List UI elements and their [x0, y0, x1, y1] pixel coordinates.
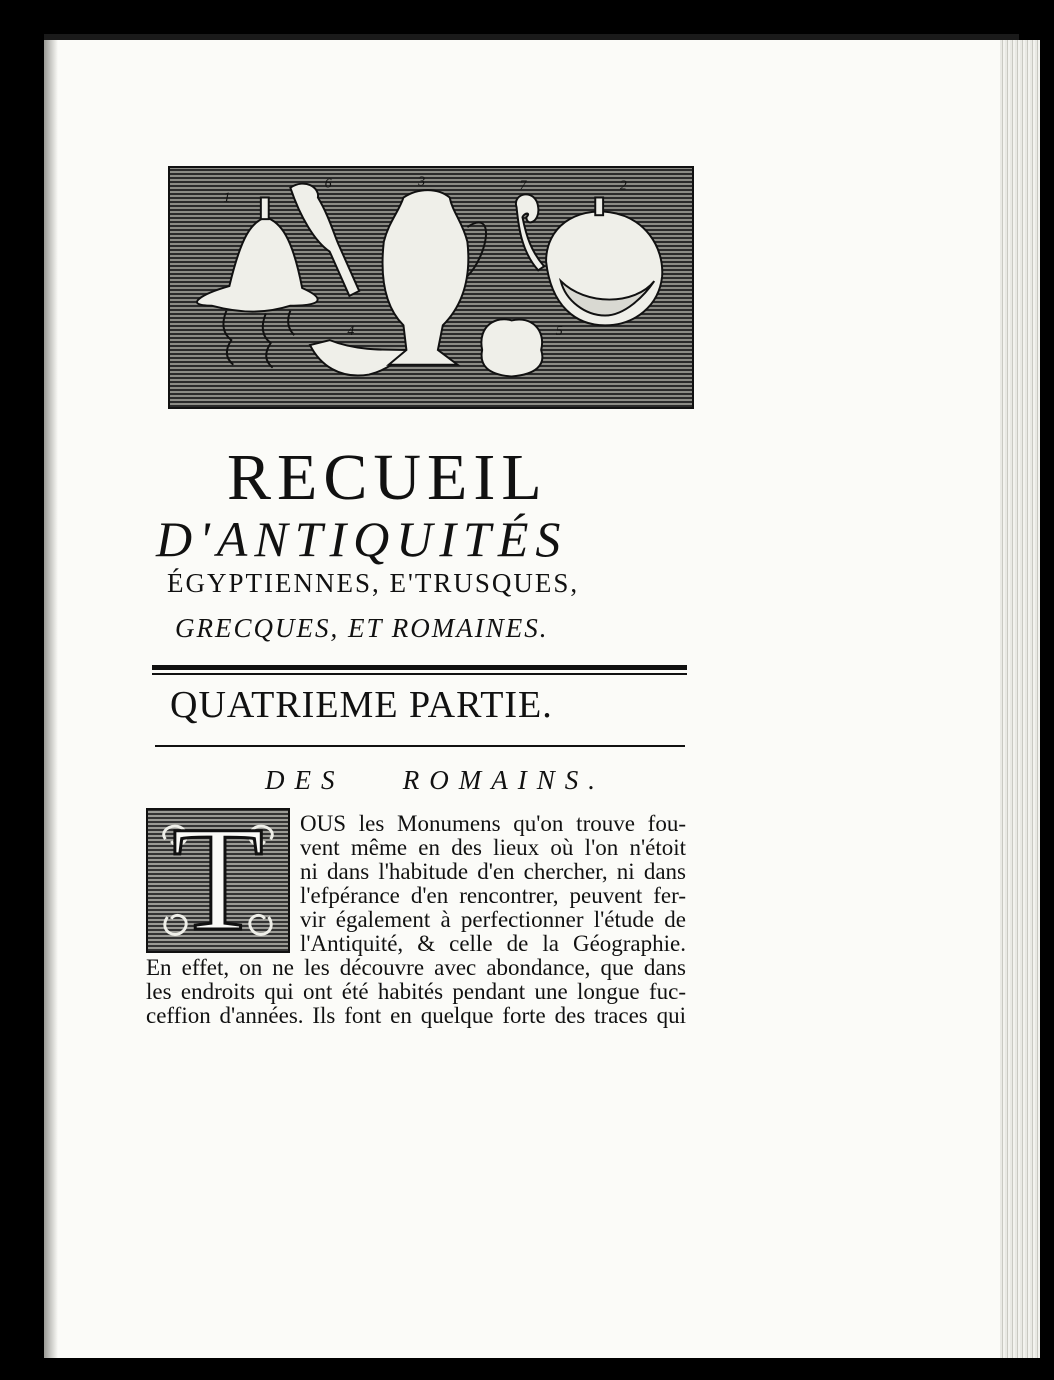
- section-word: DES: [265, 765, 345, 795]
- vignette-number: 4: [347, 323, 355, 339]
- body-line: OUS les Monumens qu'on trouve fou-: [300, 811, 686, 836]
- body-line: ceffion d'années. Ils font en quelque forte des traces qui: [146, 1003, 686, 1028]
- body-line: vent même en des lieux où l'on n'étoit: [300, 835, 686, 860]
- engraved-vignette: [168, 166, 694, 409]
- bell-icon: [197, 217, 318, 311]
- body-line: les endroits qui ont été habités pendant une longue fuc-: [146, 979, 686, 1004]
- title-antiquites: D'ANTIQUITÉS: [156, 511, 568, 567]
- body-line: En effet, on ne les découvre avec abondance, que dans: [146, 955, 686, 980]
- title-grecques: GRECQUES, ET ROMAINES.: [175, 613, 549, 643]
- vignette-number: 2: [619, 177, 627, 193]
- vignette-number: 1: [223, 189, 231, 205]
- page-edges: [1000, 40, 1040, 1358]
- vignette-number: 3: [418, 173, 426, 189]
- body-line: l'efpérance d'en rencontrer, peuvent fer-: [300, 883, 686, 908]
- divider-thin: [152, 673, 687, 675]
- vignette-number: 6: [324, 175, 332, 191]
- vase-icon: [383, 190, 469, 365]
- vignette-number: 5: [555, 323, 563, 339]
- hook-icon: [516, 194, 544, 270]
- divider-thick: [152, 665, 687, 670]
- section-word: ROMAINS.: [402, 765, 605, 795]
- body-line: ni dans l'habitude d'en chercher, ni dans: [300, 859, 686, 884]
- dropcap-letter: T: [172, 796, 264, 962]
- gutter-shadow: [44, 40, 58, 1358]
- divider-thin: [155, 745, 685, 747]
- lamp-icon: [310, 340, 408, 375]
- part-heading: QUATRIEME PARTIE.: [170, 684, 553, 726]
- body-line: l'Antiquité, & celle de la Géographie.: [300, 931, 686, 956]
- vignette-number: 7: [519, 177, 527, 193]
- title-egyptiennes: ÉGYPTIENNES, E'TRUSQUES,: [167, 568, 580, 598]
- body-line: vir également à perfectionner l'étude de: [300, 907, 686, 932]
- censer-icon: [481, 319, 542, 376]
- section-heading: [265, 765, 605, 796]
- title-recueil: RECUEIL: [227, 441, 548, 514]
- vignette-engraving: [170, 168, 692, 407]
- decorated-dropcap: [146, 796, 290, 962]
